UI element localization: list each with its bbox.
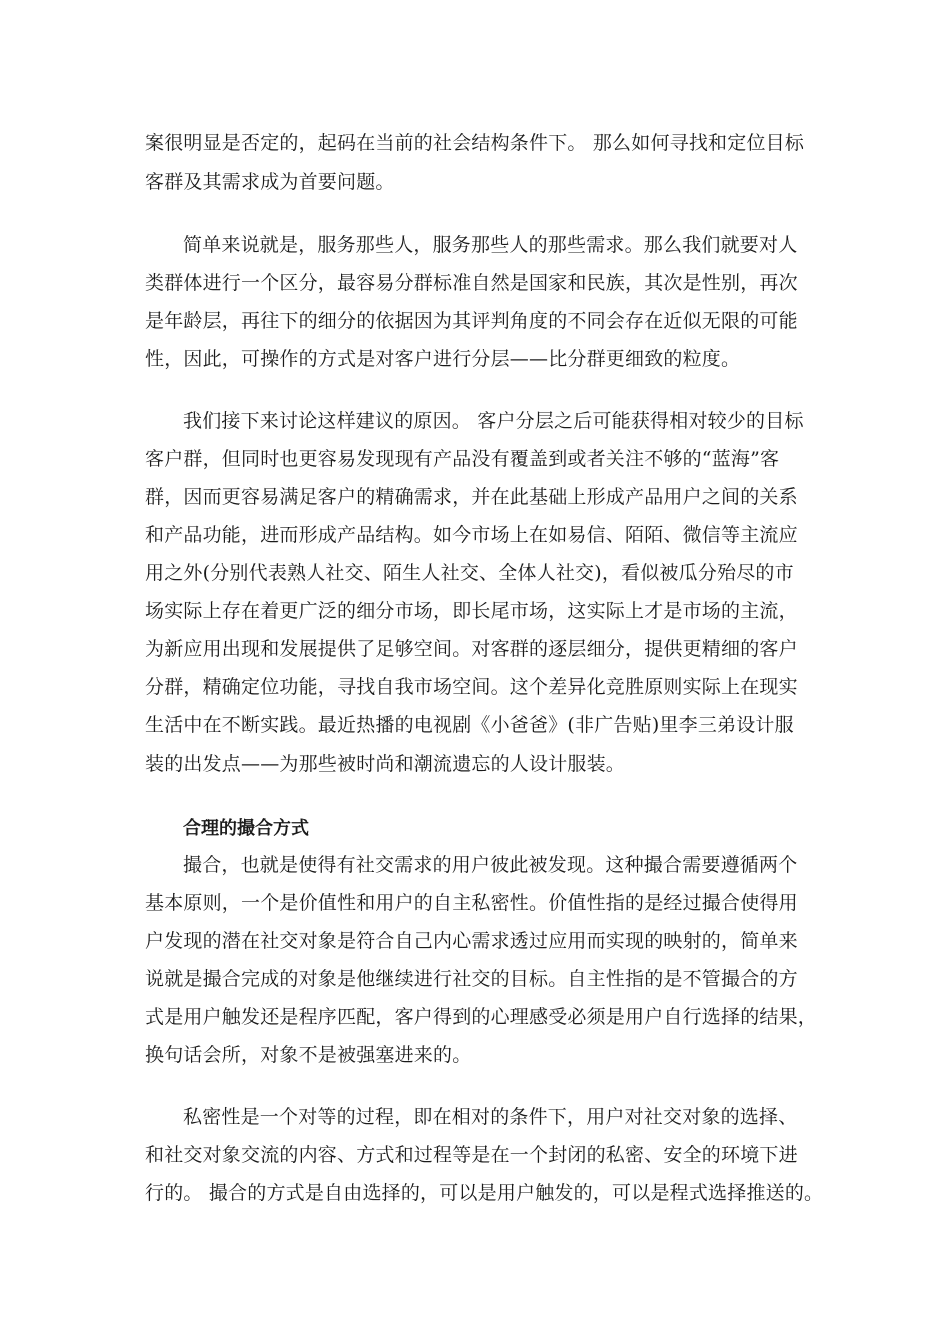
text-line: 分群，精确定位功能，寻找自我市场空间。这个差异化竞胜原则实际上在现实 bbox=[145, 676, 798, 698]
text-line: 和产品功能，进而形成产品结构。如今市场上在如易信、陌陌、微信等主流应 bbox=[145, 524, 798, 546]
text-line: 是年龄层，再往下的细分的依据因为其评判角度的不同会存在近似无限的可能 bbox=[145, 310, 798, 332]
text-line: 撮合，也就是使得有社交需求的用户彼此被发现。这种撮合需要遵循两个 bbox=[183, 854, 798, 876]
text-line: 说就是撮合完成的对象是他继续进行社交的目标。自主性指的是不管撮合的方 bbox=[145, 968, 798, 990]
text-line: 用之外(分别代表熟人社交、陌生人社交、全体人社交)，看似被瓜分殆尽的市 bbox=[145, 562, 794, 584]
text-line: 装的出发点——为那些被时尚和潮流遗忘的人设计服装。 bbox=[145, 753, 626, 775]
text-line: 我们接下来讨论这样建议的原因。 客户分层之后可能获得相对较少的目标 bbox=[183, 410, 804, 432]
text-line: 私密性是一个对等的过程，即在相对的条件下，用户对社交对象的选择、 bbox=[183, 1106, 798, 1128]
text-line: 和社交对象交流的内容、方式和过程等是在一个封闭的私密、安全的环境下进 bbox=[145, 1144, 798, 1166]
text-line: 为新应用出现和发展提供了足够空间。对客群的逐层细分，提供更精细的客户 bbox=[145, 638, 798, 660]
text-line: 类群体进行一个区分，最容易分群标准自然是国家和民族，其次是性别，再次 bbox=[145, 272, 798, 294]
text-line: 简单来说就是，服务那些人，服务那些人的那些需求。那么我们就要对人 bbox=[183, 234, 798, 256]
text-line: 案很明显是否定的，起码在当前的社会结构条件下。 那么如何寻找和定位目标 bbox=[145, 132, 805, 154]
text-line: 行的。 撮合的方式是自由选择的，可以是用户触发的，可以是程式选择推送的。 bbox=[145, 1182, 824, 1204]
section-heading: 合理的撮合方式 bbox=[183, 818, 309, 839]
text-line: 式是用户触发还是程序匹配，客户得到的心理感受必须是用户自行选择的结果， bbox=[145, 1006, 818, 1028]
text-line: 性，因此，可操作的方式是对客户进行分层——比分群更细致的粒度。 bbox=[145, 348, 741, 370]
text-line: 场实际上存在着更广泛的细分市场，即长尾市场，这实际上才是市场的主流， bbox=[145, 600, 798, 622]
text-line: 客群及其需求成为首要问题。 bbox=[145, 171, 395, 193]
text-line: 户发现的潜在社交对象是符合自己内心需求透过应用而实现的映射的，简单来 bbox=[145, 930, 798, 952]
text-line: 基本原则，一个是价值性和用户的自主私密性。价值性指的是经过撮合使得用 bbox=[145, 892, 798, 914]
text-line: 换句话会所，对象不是被强塞进来的。 bbox=[145, 1044, 472, 1066]
text-line: 生活中在不断实践。最近热播的电视剧《小爸爸》(非广告贴)里李三弟设计服 bbox=[145, 714, 794, 736]
text-line: 群，因而更容易满足客户的精确需求，并在此基础上形成产品用户之间的关系 bbox=[145, 486, 798, 508]
text-line: 客户群，但同时也更容易发现现有产品没有覆盖到或者关注不够的“蓝海”客 bbox=[145, 448, 780, 470]
